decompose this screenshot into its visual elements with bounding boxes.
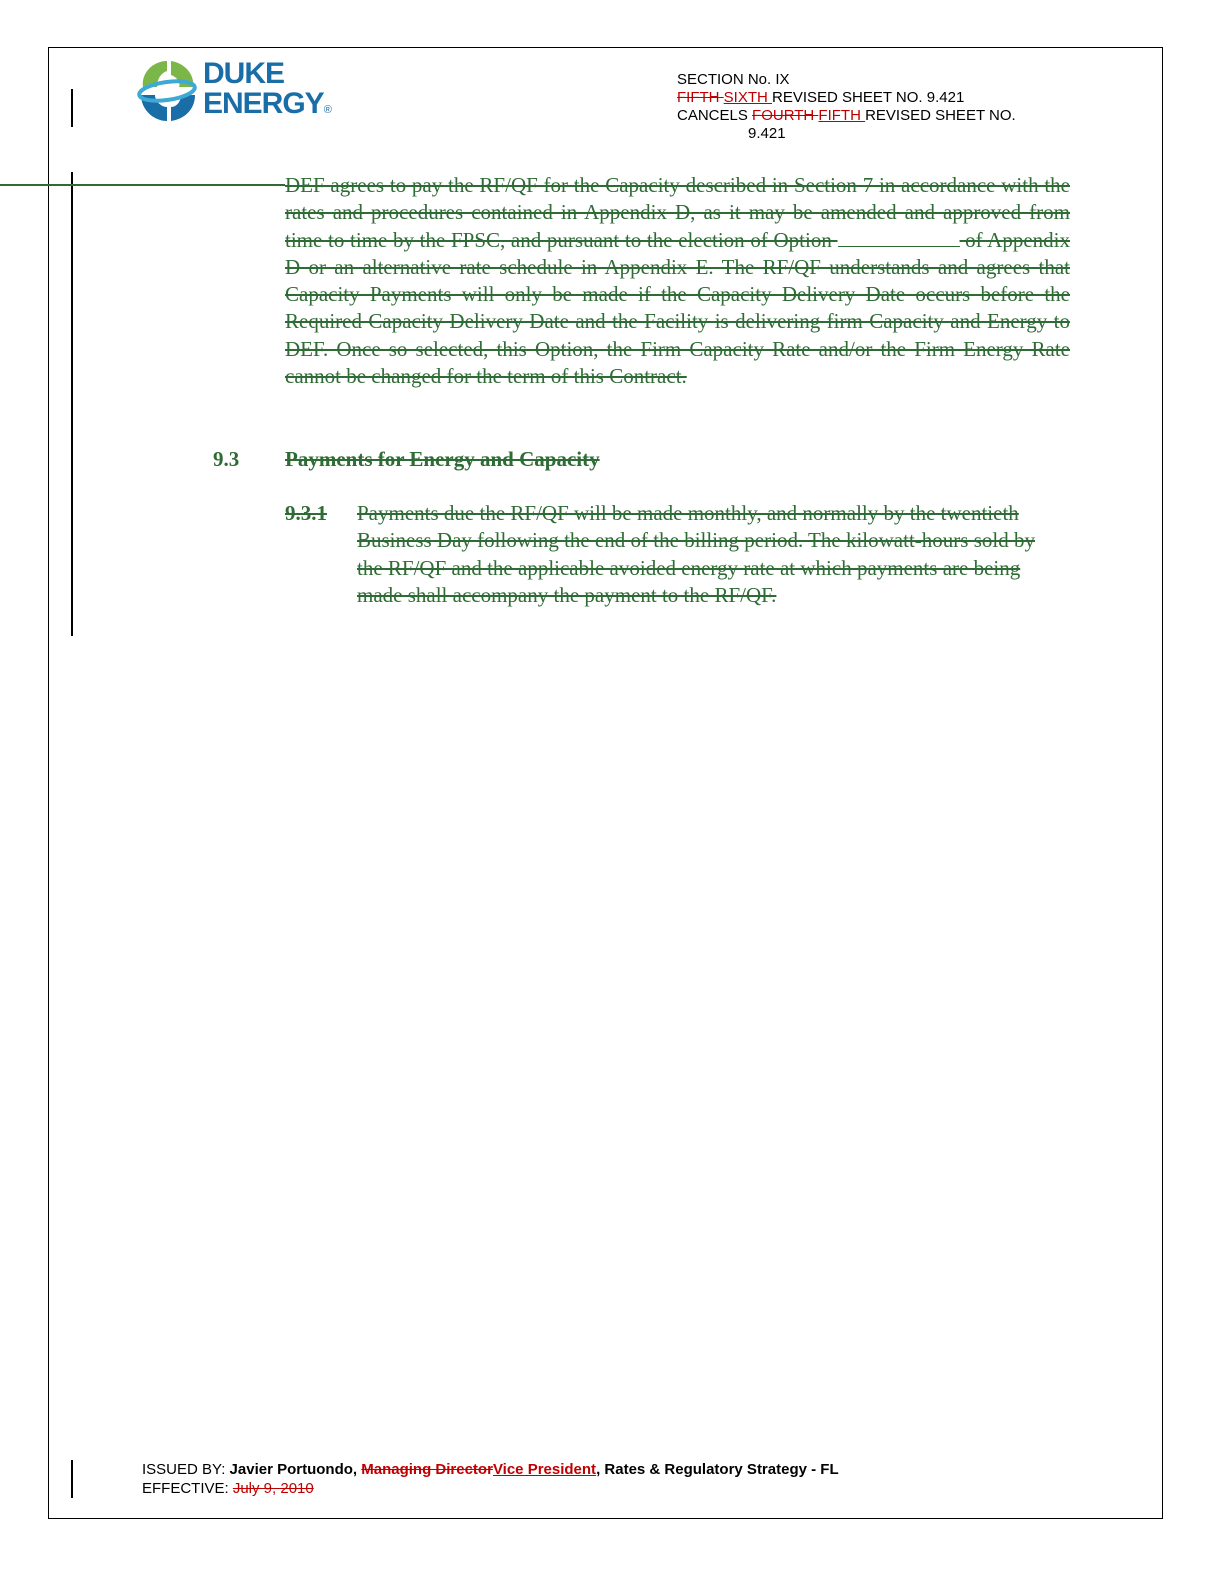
- sheet-header: [677, 71, 1016, 143]
- revision-inserted: SIXTH: [723, 89, 772, 106]
- logo-registered-mark: ®: [323, 104, 331, 116]
- section-text-9-3-1: Payments due the RF/QF will be made monthly, and normally by the twentieth Business Day following the end of the billing period. The kilowatt-hours sold by the RF/QF and the applicable avoided energy rate at which payments are being made shall accompany the payment to the RF/QF.: [357, 501, 1035, 607]
- tracked-change-line: [0, 184, 285, 186]
- section-number: SECTION No. IX: [677, 71, 790, 88]
- paragraph-part-1: DEF agrees to pay the RF/QF for the Capacity described in Section 7 in accordance with the rates and procedures contained in Appendix D, as it may be amended and approved from time to time by the FPSC, and pursuant to the election of Option: [285, 173, 1070, 252]
- footer: [142, 1460, 839, 1498]
- revision-deleted: FIFTH: [677, 89, 724, 106]
- section-number-9-3-1: 9.3.1: [285, 501, 327, 525]
- capacity-payment-paragraph: [285, 172, 1070, 390]
- cancels-inserted: FIFTH: [818, 107, 866, 124]
- change-bar-header: [71, 89, 73, 127]
- duke-energy-logo: [133, 57, 343, 127]
- section-number-9-3: 9.3: [213, 447, 240, 471]
- duke-energy-logo-icon: [133, 57, 201, 125]
- logo-wordmark: [203, 59, 331, 125]
- cancels-sheet-label: REVISED SHEET NO.: [865, 107, 1016, 124]
- issued-by-deleted-title: Managing Director: [361, 1461, 493, 1478]
- effective-label: EFFECTIVE:: [142, 1480, 233, 1497]
- option-blank: [838, 232, 960, 247]
- change-bar-body: [71, 172, 73, 636]
- cancels-deleted: FOURTH: [752, 107, 819, 124]
- issued-by-inserted-title: Vice President: [492, 1461, 597, 1478]
- logo-line2: [203, 89, 331, 125]
- logo-line1: DUKE: [203, 57, 285, 90]
- section-9-3-heading: [213, 446, 600, 473]
- paragraph-part-2: of Appendix D or an alternative rate schedule in Appendix E. The RF/QF understands and agrees that Capacity Payments will only be made if the Capacity Delivery Date occurs before the Required Capacity Delivery Date and the Facility is delivering firm Capacity and Energy to DEF. Once so selected, this Option, the Firm Capacity Rate and/or the Firm Energy Rate cannot be changed for the term of this Contract.: [285, 227, 1071, 389]
- logo-line2-text: ENERGY: [203, 87, 324, 120]
- change-bar-footer: [71, 1460, 73, 1498]
- issued-by-name: Javier Portuondo,: [229, 1461, 362, 1478]
- section-title-9-3: Payments for Energy and Capacity: [285, 447, 600, 471]
- cancels-label: CANCELS: [677, 107, 753, 124]
- issued-by-department: , Rates & Regulatory Strategy - FL: [596, 1461, 839, 1478]
- issued-by-label: ISSUED BY:: [142, 1461, 230, 1478]
- effective-date-deleted: July 9, 2010: [232, 1480, 314, 1497]
- revised-sheet-label: REVISED SHEET NO. 9.421: [772, 89, 965, 106]
- cancels-sheet-number: 9.421: [748, 125, 786, 142]
